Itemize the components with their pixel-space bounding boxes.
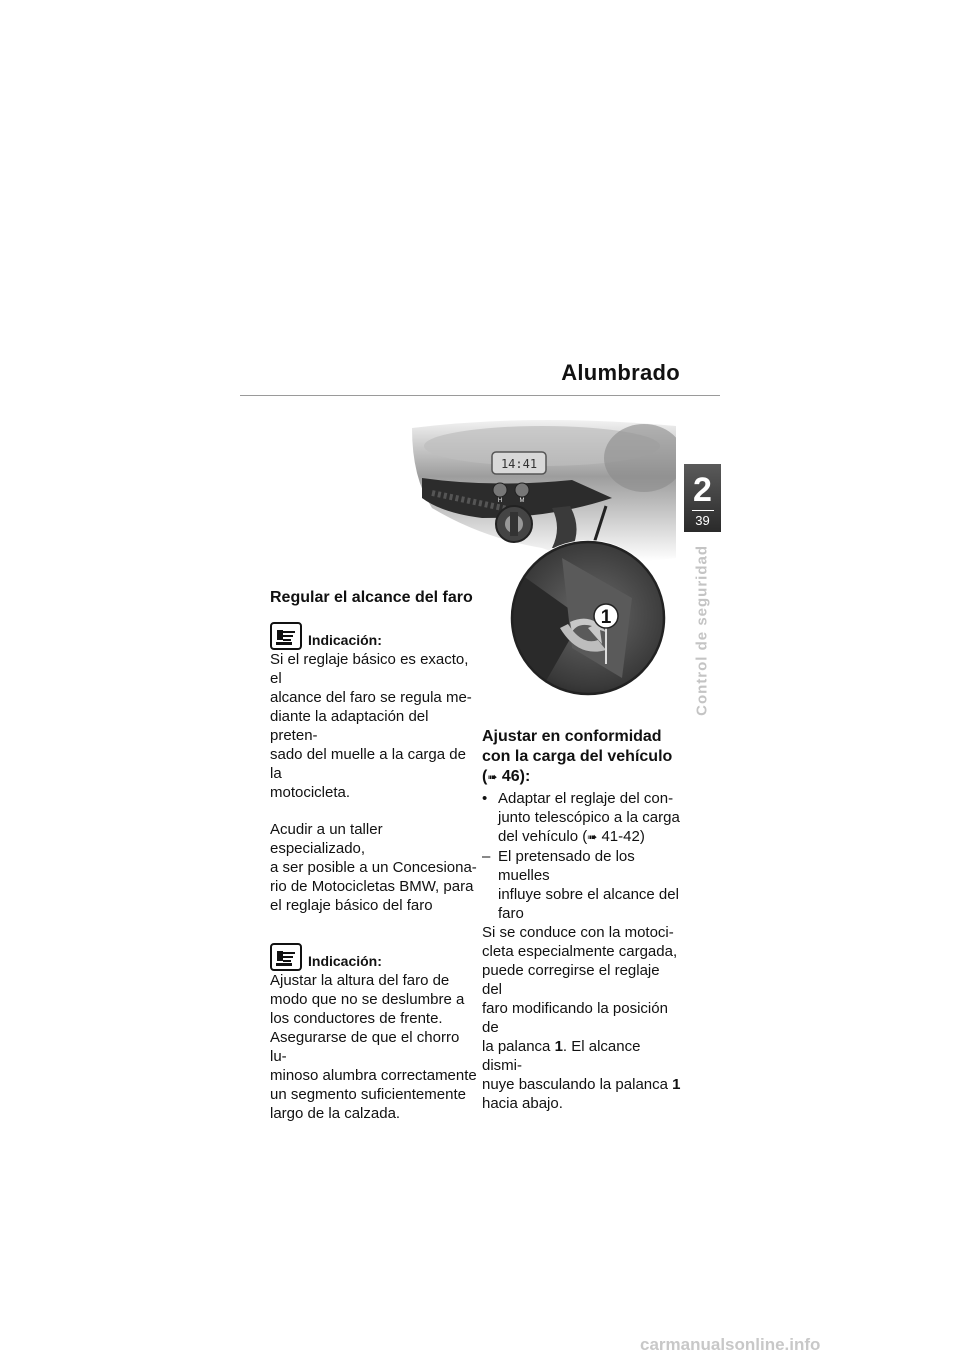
title-divider (240, 395, 720, 396)
item-line: influye sobre el alcance del (498, 886, 679, 903)
paragraph-line: el reglaje básico del faro (270, 897, 433, 914)
chapter-divider (692, 510, 714, 511)
note-block-1 (270, 622, 478, 802)
section-heading-load-adjust: Ajustar en conformidad con la carga del vehículo (➠ 46): (482, 728, 673, 785)
note-line: Ajustar la altura del faro de (270, 972, 450, 989)
bullet-item (482, 789, 682, 847)
text-run: . El alcance dismi- (482, 1038, 641, 1074)
note-hand-icon (270, 943, 302, 971)
paragraph-line (482, 1075, 682, 1094)
footer-watermark: carmanualsonline.info (640, 1335, 821, 1354)
note-line: sado del muelle a la carga de la (270, 746, 466, 782)
paragraph-line: Acudir a un taller especializado, (270, 821, 383, 857)
item-line: junto telescópico a la carga (498, 809, 680, 826)
text-run: nuye basculando la palanca (482, 1076, 673, 1093)
note-label: Indicación: (308, 632, 382, 648)
item-line: El pretensado de los muelles (498, 848, 635, 884)
note-line: motocicleta. (270, 784, 351, 801)
paragraph-line: cleta especialmente cargada, (482, 943, 678, 960)
heading-line: con la carga del vehículo (482, 748, 673, 765)
section-heading-headlight-range: Regular el alcance del faro (270, 589, 473, 606)
chapter-tab (684, 464, 721, 532)
paragraph-line: rio de Motocicletas BMW, para (270, 878, 474, 895)
paragraph-line: a ser posible a un Concesiona- (270, 859, 477, 876)
item-line: Adaptar el reglaje del con- (498, 790, 674, 807)
item-page-ref: 41-42) (601, 828, 645, 845)
note-line: largo de la calzada. (270, 1105, 401, 1122)
svg-text:M: M (519, 498, 525, 504)
section-side-label (692, 545, 712, 715)
note-line: un segmento suficientemente (270, 1086, 466, 1103)
note-line: minoso alumbra correctamente (270, 1067, 477, 1084)
lever-ref: 1 (554, 1038, 563, 1055)
bullet-marker: • (482, 790, 488, 807)
note-line: Si el reglaje básico es exacto, el (270, 651, 469, 687)
note-line: diante la adaptación del preten- (270, 708, 429, 744)
note-line: alcance del faro se regula me- (270, 689, 472, 706)
chapter-number: 2 (693, 471, 712, 509)
note-line: modo que no se deslumbre a (270, 991, 465, 1008)
right-column (482, 727, 682, 1113)
paragraph-line: hacia abajo. (482, 1095, 563, 1112)
left-column (270, 588, 478, 1123)
side-label-text: Control de seguridad (693, 545, 711, 716)
dash-marker: – (482, 848, 491, 865)
lever-ref: 1 (672, 1076, 681, 1093)
page-ref-arrow-icon: ➠ (587, 830, 598, 844)
heading-page-ref: 46): (501, 768, 531, 785)
text-run: la palanca (482, 1038, 555, 1055)
page-number: 39 (695, 513, 710, 528)
paragraph-line: puede corregirse el reglaje del (482, 962, 660, 998)
page-title: Alumbrado (561, 360, 680, 385)
page-ref-arrow-icon: ➠ (487, 770, 498, 784)
workshop-paragraph (270, 820, 478, 915)
lever-callout-label: 1 (600, 607, 612, 628)
svg-text:14:41: 14:41 (500, 457, 538, 471)
note-line: los conductores de frente. (270, 1010, 443, 1027)
note-hand-icon (270, 622, 302, 650)
heading-line: Ajustar en conformidad (482, 728, 662, 745)
note-line: Asegurarse de que el chorro lu- (270, 1029, 460, 1065)
instruction-list (482, 789, 682, 923)
item-line: del vehículo ( (498, 828, 588, 845)
paragraph-line (482, 1037, 682, 1075)
lever-paragraph (482, 923, 682, 1113)
dash-item (482, 847, 682, 923)
paragraph-line: faro modificando la posición de (482, 1000, 668, 1036)
paragraph-line: Si se conduce con la motoci- (482, 924, 674, 941)
item-line: faro (498, 905, 524, 922)
note-block-2 (270, 943, 478, 1123)
note-label: Indicación: (308, 953, 382, 969)
svg-text:H: H (497, 498, 503, 504)
